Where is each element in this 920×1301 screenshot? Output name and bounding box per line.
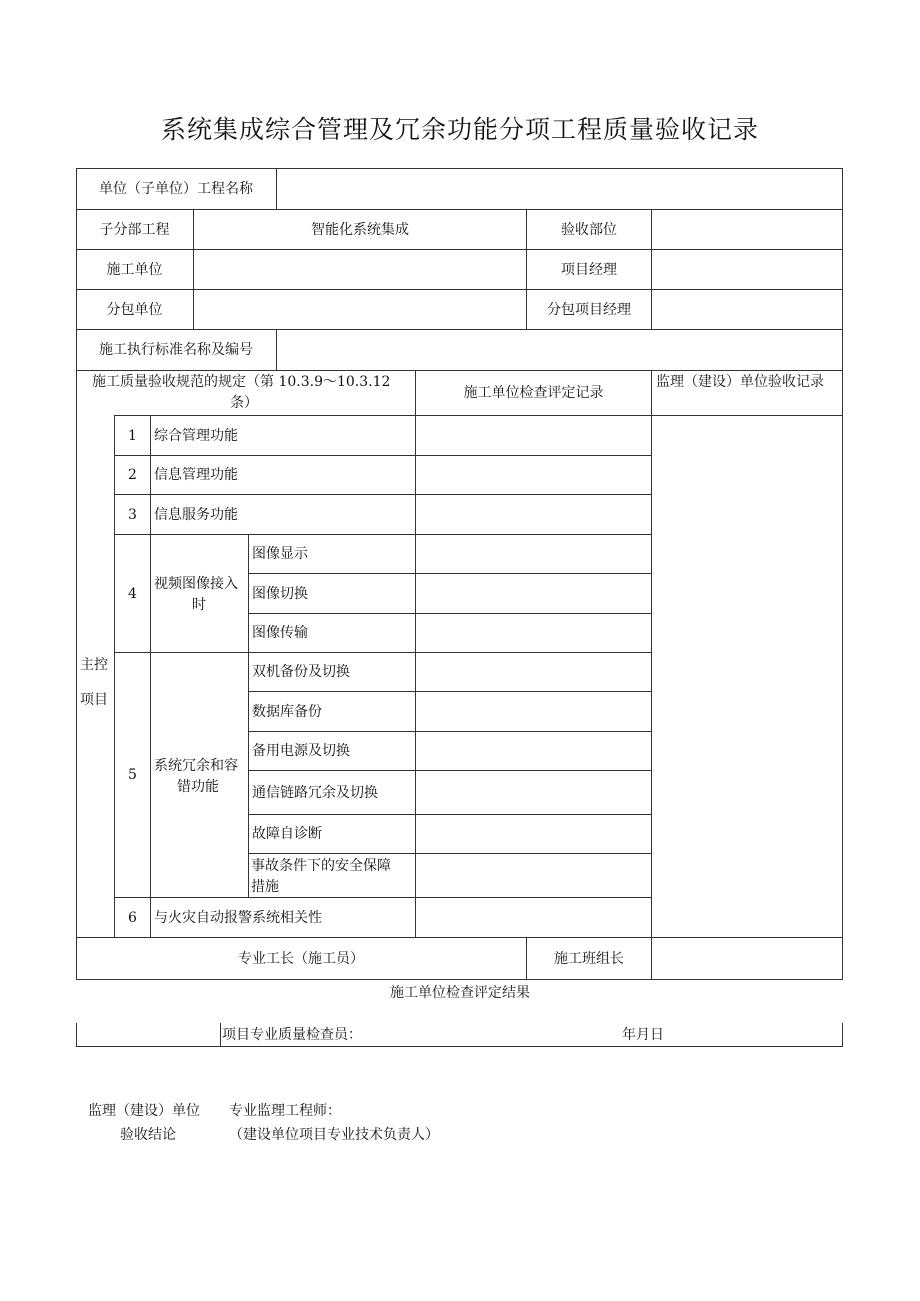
- record-cell[interactable]: [416, 614, 651, 652]
- supervision-record-heading: 监理（建设）单位验收记录: [656, 374, 824, 390]
- record-cell[interactable]: [416, 815, 651, 853]
- supervision-engineer-label: 专业监理工程师：: [229, 1103, 341, 1119]
- item-label: 与火灾自动报警系统相关性: [154, 909, 322, 926]
- acceptance-part-field[interactable]: [652, 210, 842, 249]
- sub-item-label: 图像显示: [252, 546, 308, 562]
- acceptance-conclusion-label: 验收结论: [120, 1127, 176, 1143]
- construction-unit-label: 施工单位: [106, 261, 163, 278]
- project-name-label: 单位（子单位）工程名称: [99, 181, 253, 197]
- project-manager-field[interactable]: [652, 250, 842, 289]
- foreman-label: 专业工长（施工员）: [238, 950, 364, 967]
- project-name-field[interactable]: [277, 169, 842, 209]
- record-cell[interactable]: [416, 771, 651, 814]
- record-cell[interactable]: [416, 732, 651, 770]
- record-cell[interactable]: [416, 653, 651, 691]
- record-cell[interactable]: [416, 574, 651, 613]
- spec-heading-line1: 施工质量验收规范的规定（第 10.3.9～10.3.12: [92, 374, 391, 390]
- sub-item-label: 故障自诊断: [252, 826, 322, 842]
- item-label-line1: 视频图像接入: [154, 576, 238, 592]
- construction-unit-field[interactable]: [194, 250, 526, 289]
- item-number: 2: [128, 467, 137, 483]
- sub-item-label: 图像切换: [252, 585, 308, 602]
- record-cell[interactable]: [416, 692, 651, 731]
- sub-item-label-line2: 措施: [251, 879, 279, 895]
- sub-division-value: 智能化系统集成: [311, 221, 409, 238]
- result-label: 施工单位检查评定结果: [390, 985, 530, 1001]
- owner-tech-label: （建设单位项目专业技术负责人）: [229, 1127, 439, 1143]
- project-manager-label: 项目经理: [561, 261, 617, 278]
- date-label: 年月日: [622, 1027, 664, 1043]
- sub-division-label: 子分部工程: [99, 221, 170, 238]
- acceptance-part-label: 验收部位: [561, 221, 617, 238]
- record-cell[interactable]: [416, 535, 651, 573]
- supervision-unit-label: 监理（建设）单位: [88, 1103, 200, 1119]
- record-cell[interactable]: [416, 854, 651, 897]
- subcontract-unit-label: 分包单位: [106, 301, 163, 318]
- record-cell[interactable]: [416, 898, 651, 937]
- sub-item-label: 备用电源及切换: [252, 743, 350, 759]
- item-label-line2: 时: [192, 597, 206, 613]
- subcontract-manager-label: 分包项目经理: [547, 301, 631, 318]
- sub-item-label: 图像传输: [252, 625, 308, 641]
- item-number: 3: [128, 506, 137, 523]
- sub-item-label: 数据库备份: [252, 703, 322, 720]
- construction-record-heading: 施工单位检查评定记录: [463, 385, 604, 401]
- inspector-label: 项目专业质量检查员：: [222, 1027, 362, 1043]
- item-number: 4: [128, 585, 137, 602]
- sub-item-label: 双机备份及切换: [252, 664, 350, 680]
- item-number: 1: [128, 427, 137, 444]
- item-number: 5: [128, 767, 137, 783]
- standard-field[interactable]: [277, 330, 842, 370]
- team-leader-field[interactable]: [652, 938, 842, 979]
- item-label-line2: 错功能: [177, 779, 219, 795]
- record-cell[interactable]: [416, 495, 651, 534]
- subcontract-manager-field[interactable]: [652, 290, 842, 329]
- page-title: 系统集成综合管理及冗余功能分项工程质量验收记录: [160, 115, 759, 144]
- main-control-line1: 主控: [80, 657, 108, 673]
- sub-item-label: 通信链路冗余及切换: [252, 784, 378, 801]
- standard-label: 施工执行标准名称及编号: [99, 342, 253, 358]
- team-leader-label: 施工班组长: [554, 950, 624, 967]
- item-number: 6: [128, 909, 137, 926]
- main-control-line2: 项目: [80, 692, 108, 708]
- sub-item-label-line1: 事故条件下的安全保障: [251, 858, 391, 874]
- item-label: 综合管理功能: [154, 427, 238, 444]
- subcontract-unit-field[interactable]: [194, 290, 526, 329]
- record-cell[interactable]: [416, 456, 651, 494]
- item-label: 信息服务功能: [154, 506, 238, 523]
- supervision-record-cell[interactable]: [652, 416, 842, 937]
- item-label-line1: 系统冗余和容: [154, 758, 238, 774]
- record-cell[interactable]: [416, 416, 651, 455]
- item-label: 信息管理功能: [154, 467, 238, 483]
- spec-heading-line2: 条）: [230, 395, 258, 411]
